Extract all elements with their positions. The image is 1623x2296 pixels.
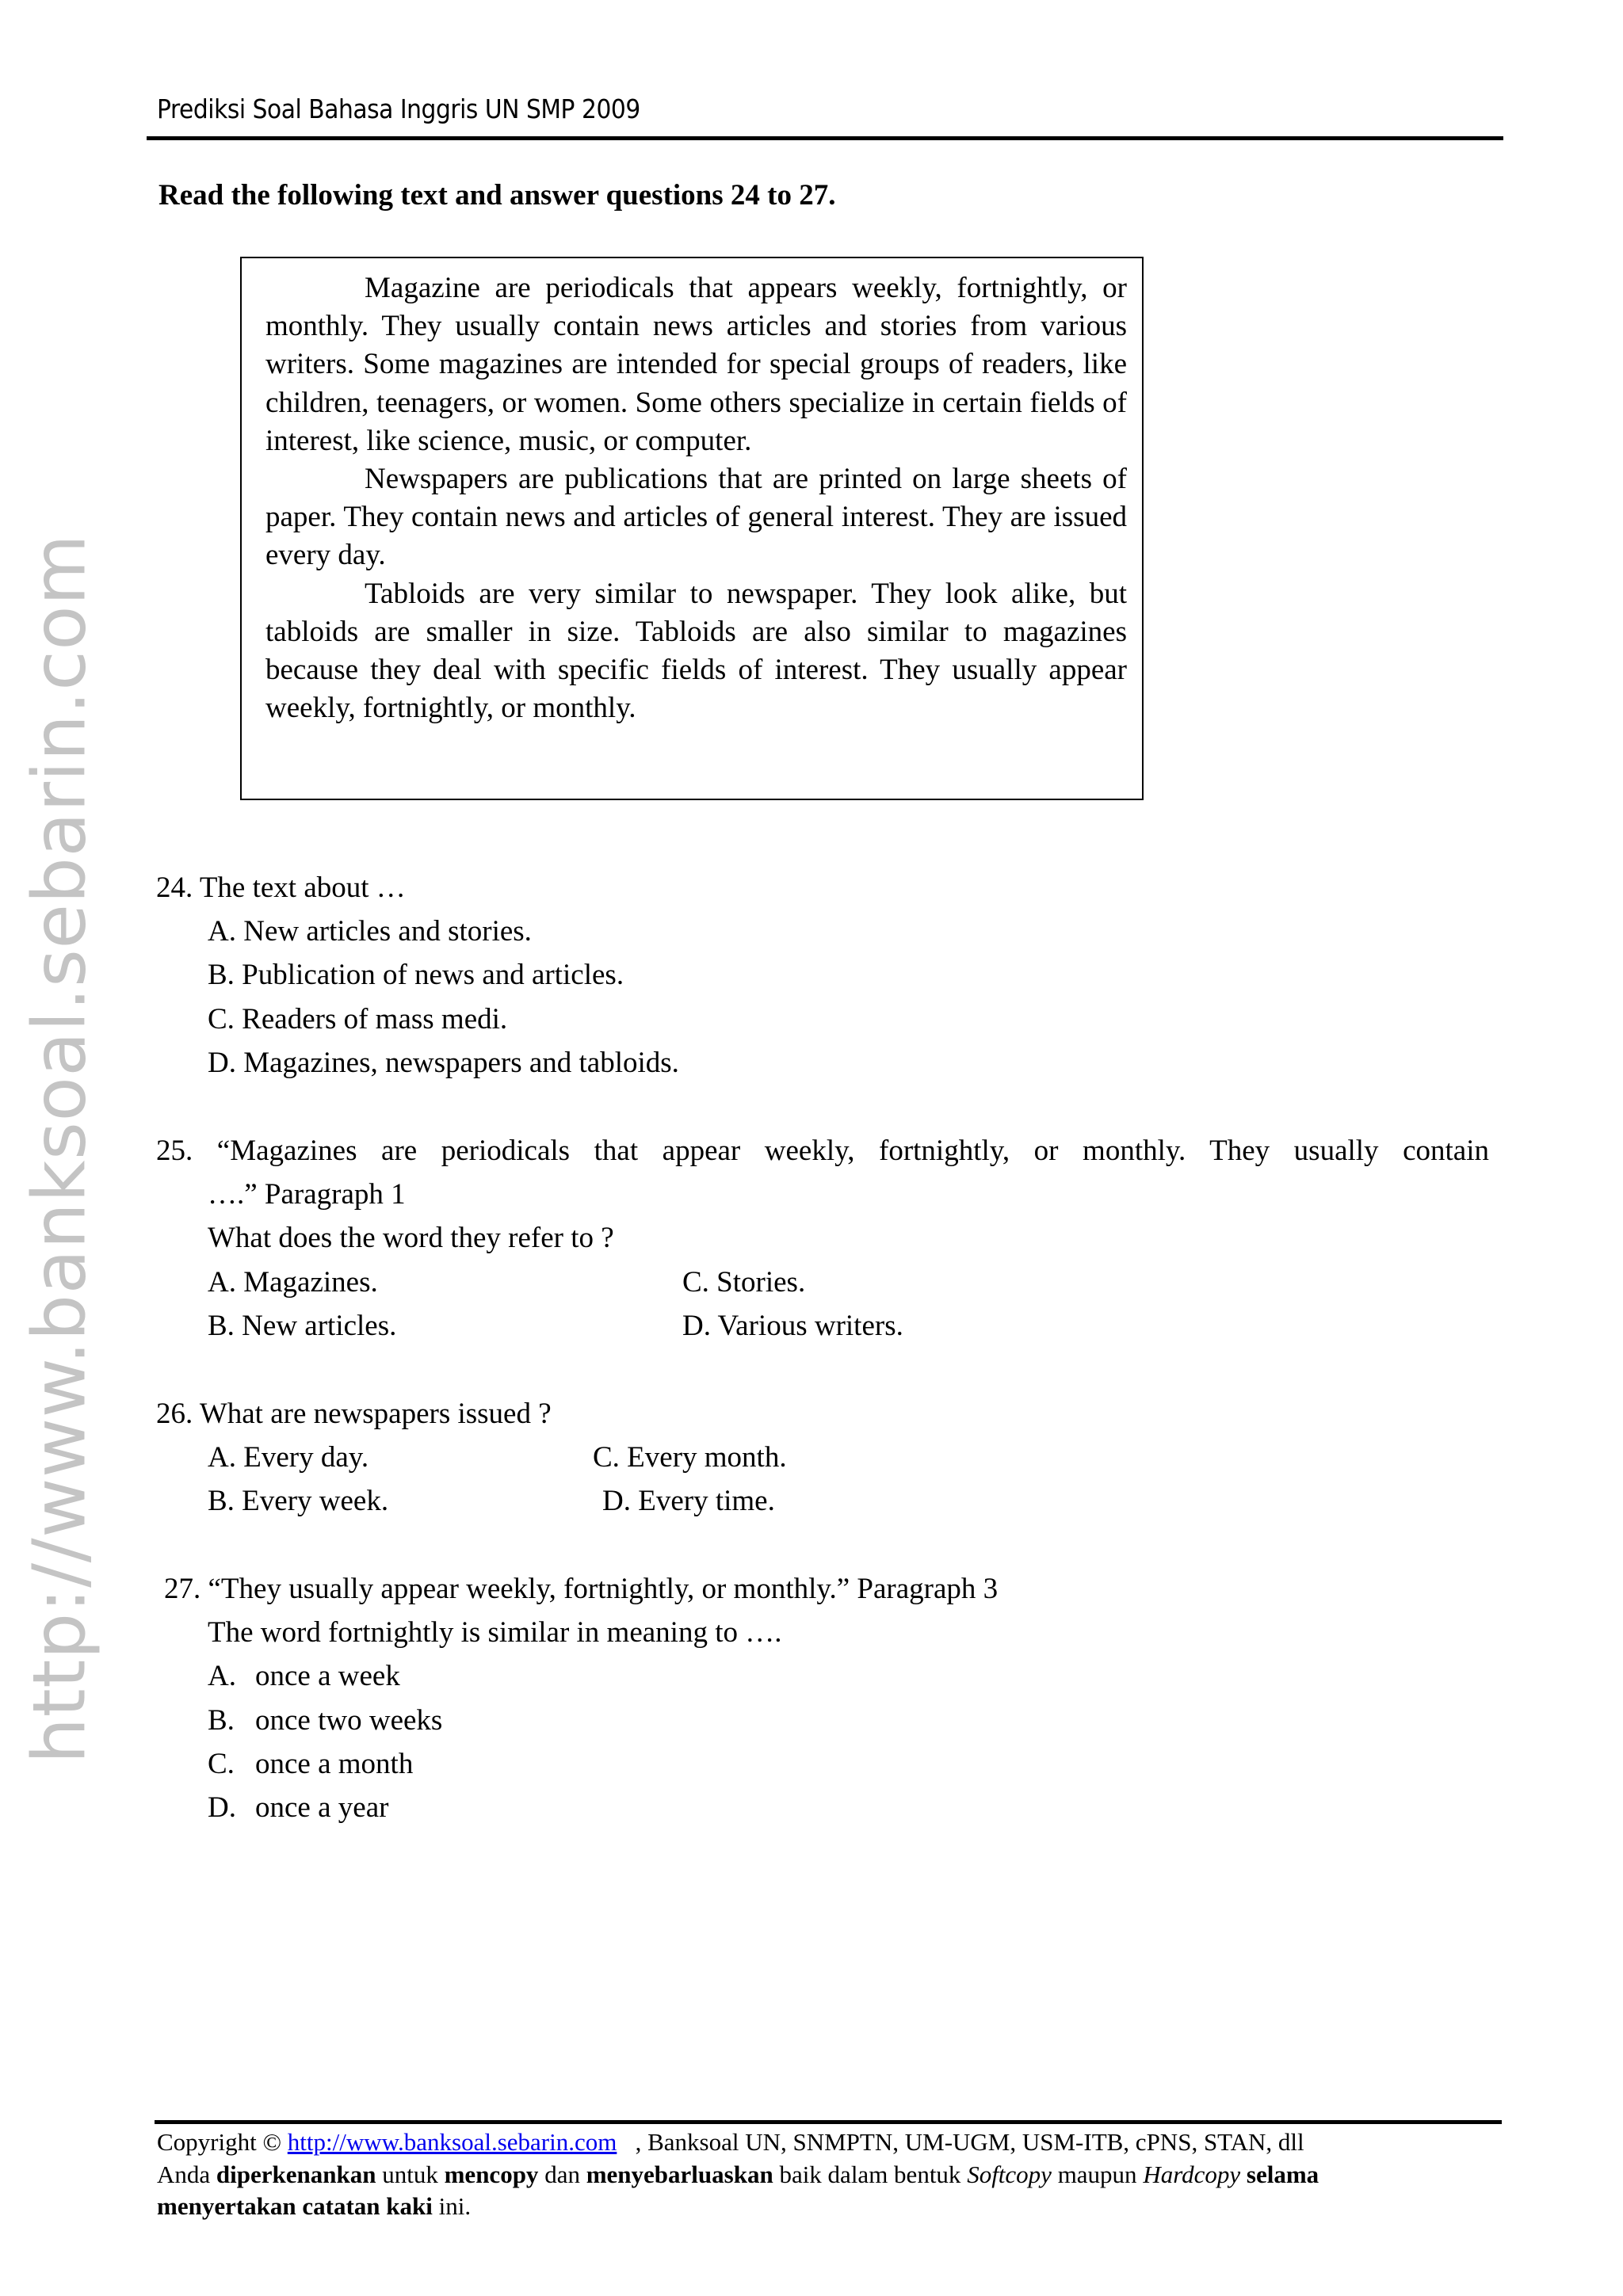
watermark-text: http://www.banksoal.sebarin.com [17, 533, 102, 1764]
footer-text: ini. [432, 2192, 472, 2220]
question-stem: 27. “They usually appear weekly, fortnightly, or monthly.” Paragraph 3 [164, 1573, 999, 1605]
footer-text-bold: menyertakan catatan kaki [157, 2192, 433, 2220]
page-header-title: Prediksi Soal Bahasa Inggris UN SMP 2009 [157, 93, 640, 124]
passage-paragraph: Newspapers are publications that are printed on large sheets of paper. They contain news and articles of general interest. They are issued every day. [265, 463, 1127, 572]
answer-option: A. Magazines. [208, 1265, 378, 1299]
answer-option [164, 1742, 1495, 1786]
copyright-prefix: Copyright © [157, 2128, 282, 2156]
passage-paragraph: Magazine are periodicals that appears weekly, fortnightly, or monthly. They usually contain news articles and stories from various writers. Some magazines are intended for special groups of readers, like children, teenagers, or women. Some others specialize in certain fields of interest, like science, music, or computer. [265, 272, 1127, 457]
footer-text-bold: mencopy [444, 2160, 539, 2188]
footer-text-bold: diperkenankan [216, 2160, 376, 2188]
footer-line-3 [157, 2191, 1504, 2223]
answer-option: C. Every month. [593, 1441, 787, 1474]
reading-instruction: Read the following text and answer questions 24 to 27. [158, 179, 836, 212]
answer-option: A. Every day. [208, 1441, 369, 1474]
option-text: once a year [255, 1791, 389, 1825]
answer-option: C. Readers of mass medi. [208, 1002, 508, 1035]
answer-option: D. Magazines, newspapers and tabloids. [208, 1046, 679, 1079]
question-stem: 25. “Magazines are periodicals that appear weekly, fortnightly, or monthly. They usually contain [156, 1135, 1489, 1167]
answer-option: D. Every time. [602, 1485, 775, 1518]
watermark [0, 0, 102, 1764]
answer-option-row [156, 1436, 1487, 1479]
footer-line-2 [157, 2159, 1504, 2191]
option-letter: A. [208, 1660, 236, 1693]
option-letter: B. [208, 1703, 235, 1737]
option-letter: D. [208, 1791, 236, 1825]
option-letter: C. [208, 1747, 235, 1780]
question-24 [156, 866, 1487, 1085]
reading-passage [265, 269, 1127, 727]
question-25 [156, 1129, 1487, 1348]
option-text: once two weeks [255, 1703, 443, 1737]
passage-paragraph: Tabloids are very similar to newspaper. They look alike, but tabloids are smaller in size. Tabloids are also similar to magazines because they deal with specific fields of interest. They usually appear weekly, fortnightly, or monthly. [265, 577, 1127, 725]
answer-option [164, 1699, 1495, 1742]
question-stem-continuation: ….” Paragraph 1 [208, 1178, 406, 1211]
footer-text-italic: Softcopy [967, 2160, 1052, 2188]
answer-option: B. Every week. [208, 1485, 389, 1518]
answer-option: A. New articles and stories. [208, 915, 532, 948]
question-subprompt: The word fortnightly is similar in meaning to …. [208, 1616, 782, 1650]
answer-option-row [156, 1261, 1487, 1304]
footer-copyright-line [157, 2126, 1504, 2159]
footer-text-italic: Hardcopy [1143, 2160, 1241, 2188]
answer-option: D. Various writers. [682, 1309, 903, 1342]
question-subprompt: What does the word they refer to ? [208, 1222, 614, 1255]
footer-text: untuk [376, 2160, 445, 2188]
answer-option-row [156, 1479, 1487, 1523]
answer-option: B. New articles. [208, 1309, 397, 1342]
footer-text: dan [538, 2160, 586, 2188]
header-divider [147, 136, 1503, 140]
question-stem: 26. What are newspapers issued ? [156, 1398, 552, 1430]
option-text: once a month [255, 1747, 414, 1780]
question-27 [164, 1567, 1495, 1829]
option-text: once a week [255, 1660, 400, 1693]
answer-option: B. Publication of news and articles. [208, 959, 624, 992]
footer-text: maupun [1051, 2160, 1144, 2188]
answer-option: C. Stories. [682, 1265, 806, 1299]
footer-text-bold: menyebarluaskan [586, 2160, 773, 2188]
answer-option [164, 1654, 1495, 1698]
reading-passage-box [240, 257, 1144, 800]
question-26 [156, 1392, 1487, 1524]
footer-text: baik dalam bentuk [773, 2160, 968, 2188]
answer-option-row [156, 1304, 1487, 1348]
footer-text: Anda [157, 2160, 216, 2188]
question-stem: 24. The text about … [156, 871, 406, 904]
footer-link[interactable]: http://www.banksoal.sebarin.com [287, 2128, 617, 2156]
copyright-suffix: , Banksoal UN, SNMPTN, UM-UGM, USM-ITB, cPNS, STAN, dll [635, 2128, 1304, 2156]
answer-option [164, 1786, 1495, 1829]
footer-text-bold: selama [1240, 2160, 1319, 2188]
footer-divider [155, 2120, 1502, 2124]
footer [157, 2126, 1504, 2223]
